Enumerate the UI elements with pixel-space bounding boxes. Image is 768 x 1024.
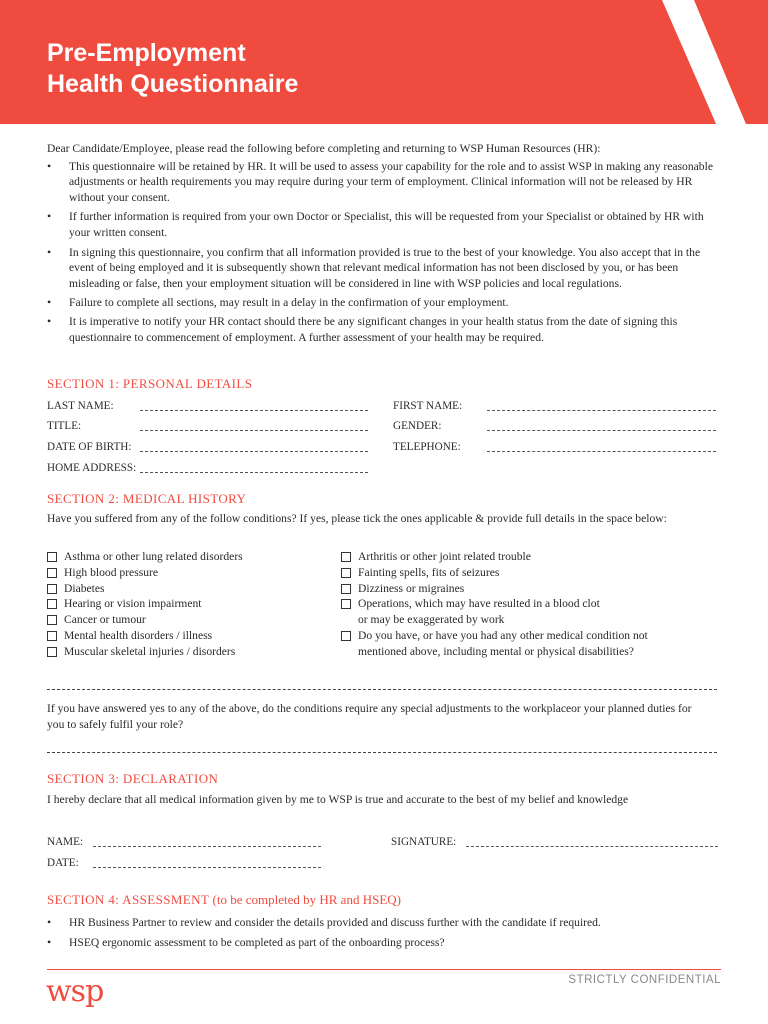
- condition-row[interactable]: [341, 565, 721, 581]
- last-name-field[interactable]: [140, 410, 368, 411]
- condition-row[interactable]: [47, 581, 337, 597]
- checkbox[interactable]: [341, 584, 351, 594]
- condition-continuation: [341, 612, 721, 628]
- date-label: DATE:: [47, 857, 79, 869]
- confidential-label: STRICTLY CONFIDENTIAL: [568, 974, 721, 986]
- left-conditions: [47, 549, 337, 660]
- checkbox[interactable]: [341, 631, 351, 641]
- intro-lead: Dear Candidate/Employee, please read the following before completing and returning to WSP Human Resources (HR):: [47, 142, 601, 155]
- section-1-title: SECTION 1: PERSONAL DETAILS: [47, 376, 253, 391]
- section-4-note: (to be completed by HR and HSEQ): [209, 892, 401, 907]
- checkbox[interactable]: [47, 552, 57, 562]
- checkbox[interactable]: [47, 615, 57, 625]
- condition-label: Asthma or other lung related disorders: [64, 550, 243, 563]
- home-address-field[interactable]: [140, 472, 368, 473]
- condition-label: Operations, which may have resulted in a blood clot: [358, 597, 600, 611]
- assessment-bullet: • HR Business Partner to review and consider the details provided and discuss further with the candidate if required.: [47, 915, 727, 931]
- condition-row[interactable]: [341, 628, 721, 644]
- adjustments-answer-line[interactable]: [47, 752, 717, 753]
- condition-label: Dizziness or migraines: [358, 581, 465, 595]
- condition-label: Diabetes: [64, 581, 105, 595]
- decorative-stripe: [628, 0, 768, 124]
- dob-label: DATE OF BIRTH:: [47, 441, 132, 453]
- condition-label: Mental health disorders / illness: [64, 628, 213, 642]
- intro-bullet: • In signing this questionnaire, you confirm that all information provided is true to the best of your knowledge. You also accept that in the event of being employed and it is subsequently shown that relevant medical information has not been disclosed by you, or has been misleading or false, then your employment situation will be considered in line with WSP policies and local regulations.: [47, 245, 727, 292]
- dob-field[interactable]: [140, 451, 368, 452]
- title-line-2: Health Questionnaire: [47, 70, 299, 98]
- home-address-label: HOME ADDRESS:: [47, 462, 137, 474]
- checkbox[interactable]: [341, 552, 351, 562]
- intro-bullets: [47, 159, 727, 346]
- condition-row[interactable]: [47, 644, 337, 660]
- first-name-field[interactable]: [487, 410, 716, 411]
- condition-row[interactable]: [47, 612, 337, 628]
- right-conditions: [341, 549, 721, 660]
- signature-label: SIGNATURE:: [391, 836, 457, 848]
- condition-label: Fainting spells, fits of seizures: [358, 565, 500, 579]
- condition-row[interactable]: [47, 549, 337, 565]
- telephone-label: TELEPHONE:: [393, 441, 461, 453]
- checkbox[interactable]: [341, 568, 351, 578]
- intro-bullet: • If further information is required from your own Doctor or Specialist, this will be requested from your Specialist or obtained by HR with your written consent.: [47, 209, 727, 240]
- intro-block: [47, 141, 727, 349]
- assessment-bullet: • HSEQ ergonomic assessment to be completed as part of the onboarding process?: [47, 935, 727, 951]
- condition-label: or may be exaggerated by work: [358, 613, 505, 627]
- condition-label: Arthritis or other joint related trouble: [358, 550, 531, 563]
- telephone-field[interactable]: [487, 451, 716, 452]
- name-label: NAME:: [47, 836, 84, 848]
- first-name-label: FIRST NAME:: [393, 400, 463, 412]
- condition-row[interactable]: [341, 549, 721, 565]
- signature-field[interactable]: [466, 846, 718, 847]
- condition-label: Hearing or vision impairment: [64, 597, 202, 611]
- checkbox[interactable]: [47, 631, 57, 641]
- page-title: [47, 38, 298, 100]
- section-4-title-text: SECTION 4: ASSESSMENT: [47, 892, 210, 907]
- section-2-title: SECTION 2: MEDICAL HISTORY: [47, 491, 247, 506]
- adjustments-question: If you have answered yes to any of the above, do the conditions require any special adjustments to the workplaceor your planned duties for you to safely fulfil your role?: [47, 702, 692, 731]
- title-line-1: Pre-Employment: [47, 39, 246, 67]
- details-answer-line[interactable]: [47, 689, 717, 690]
- condition-row[interactable]: [47, 596, 337, 612]
- header-banner: [0, 0, 768, 124]
- gender-label: GENDER:: [393, 420, 442, 432]
- intro-bullet: • This questionnaire will be retained by HR. It will be used to assess your capability for the role and to assist WSP in making any reasonable adjustments or health requirements you may require during your term of employment. Clinical information will not be released by HR without your consent.: [47, 159, 727, 206]
- last-name-label: LAST NAME:: [47, 400, 114, 412]
- assessment-bullets: [47, 915, 727, 954]
- date-field[interactable]: [93, 867, 321, 868]
- condition-label: Muscular skeletal injuries / disorders: [64, 644, 236, 658]
- wsp-logo: wsp: [46, 974, 104, 1009]
- footer-divider: [47, 969, 721, 970]
- condition-label: Do you have, or have you had any other medical condition not: [358, 628, 648, 642]
- checkbox[interactable]: [341, 599, 351, 609]
- checkbox[interactable]: [47, 647, 57, 657]
- intro-bullet: • Failure to complete all sections, may result in a delay in the confirmation of your employment.: [47, 295, 727, 311]
- condition-row[interactable]: [47, 628, 337, 644]
- condition-row[interactable]: [341, 596, 721, 612]
- condition-continuation: [341, 644, 721, 660]
- condition-row[interactable]: [341, 581, 721, 597]
- intro-bullet: • It is imperative to notify your HR contact should there be any significant changes in your health status from the date of signing this questionnaire to commencement of employment. A further assessment of your health may be required.: [47, 314, 727, 345]
- condition-label: High blood pressure: [64, 565, 159, 579]
- medical-question: Have you suffered from any of the follow conditions? If yes, please tick the ones applicable & provide full details in the space below:: [47, 512, 667, 525]
- name-field[interactable]: [93, 846, 321, 847]
- section-4-title: [47, 892, 401, 908]
- gender-field[interactable]: [487, 430, 716, 431]
- checkbox[interactable]: [47, 568, 57, 578]
- condition-row[interactable]: [47, 565, 337, 581]
- condition-label: mentioned above, including mental or physical disabilities?: [358, 644, 634, 658]
- title-field[interactable]: [140, 430, 368, 431]
- checkbox[interactable]: [47, 599, 57, 609]
- condition-label: Cancer or tumour: [64, 613, 146, 627]
- title-label: TITLE:: [47, 420, 82, 432]
- checkbox[interactable]: [47, 584, 57, 594]
- declaration-statement: I hereby declare that all medical information given by me to WSP is true and accurate to the best of my belief and knowledge: [47, 793, 629, 806]
- section-3-title: SECTION 3: DECLARATION: [47, 771, 219, 786]
